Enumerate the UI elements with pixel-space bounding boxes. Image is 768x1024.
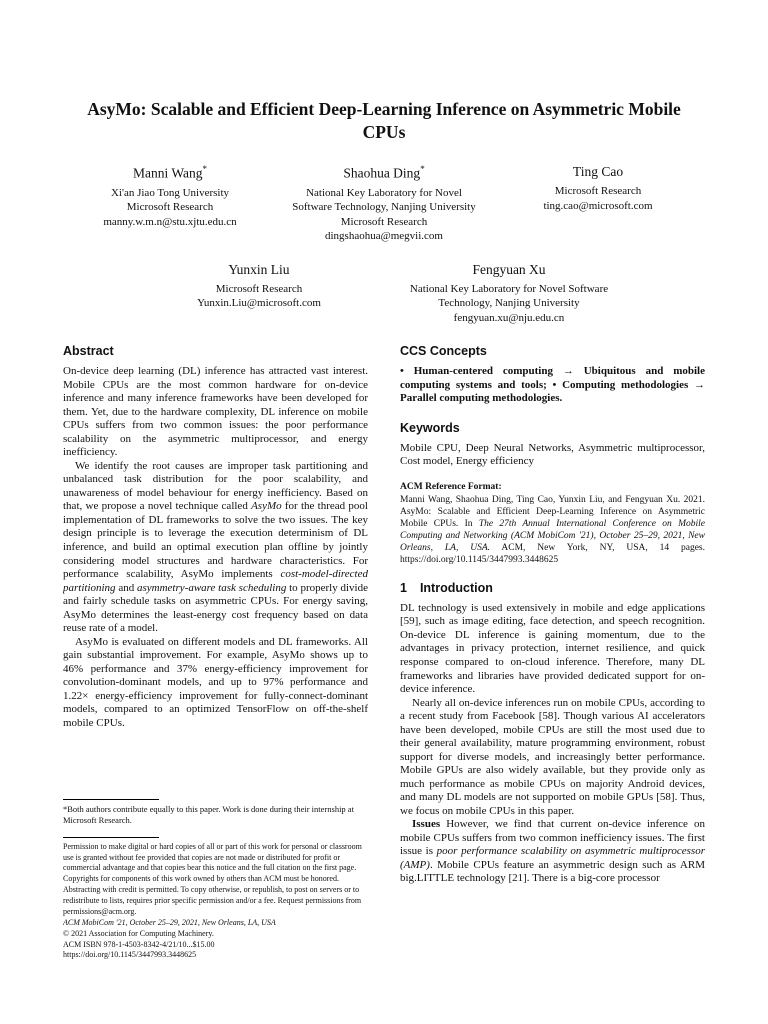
- author-email[interactable]: dingshaohua@megvii.com: [325, 230, 443, 243]
- author-name-text: Shaohua Ding: [343, 165, 421, 181]
- copyright-permission-block: [63, 842, 368, 962]
- abstract-p2-text: for the thread pool implementation of DL frameworks to solve the two issues. The key design principle is to leverage the execution determinism of DL inference, and build an optimal execution plan offline by jointly considering model structures and hardware characteristics. For performance scalability, AsyMo implements: [63, 500, 368, 581]
- author-name: [499, 164, 697, 180]
- intro-paragraph-3: [400, 818, 705, 886]
- author-affiliation: Xi'an Jiao Tong University: [110, 186, 230, 199]
- author-affiliation: Microsoft Research: [340, 215, 428, 228]
- author-block: [134, 262, 384, 326]
- authors-row-1: [63, 164, 705, 244]
- author-affiliation: National Key Laboratory for Novel Software Technology, Nanjing University: [292, 186, 476, 214]
- authors-row-2: [63, 262, 705, 326]
- author-name-text: Yunxin Liu: [228, 261, 290, 277]
- issues-runin-heading: Issues: [412, 818, 441, 831]
- section-heading-abstract: Abstract: [63, 344, 114, 359]
- section-heading-introduction: [400, 581, 705, 595]
- abstract-paragraph-3: AsyMo is evaluated on different models and DL frameworks. All gain substantial improvement. For example, AsyMo shows up to 46% performance and 37% energy-efficiency improvement for convolution-dominant models, and up to 97% performance and 1.22× energy-efficiency improvement for fully-connect-dominant models, compared to an optimized TensorFlow on off-the-shelf mobile CPUs.: [63, 635, 368, 729]
- intro-p3-italic: poor performance scalability on asymmetric multiprocessor (AMP): [400, 845, 705, 871]
- author-name: [285, 164, 483, 182]
- author-name-text: Manni Wang: [132, 165, 203, 181]
- paper-title: AsyMo: Scalable and Efficient Deep-Learning Inference on Asymmetric Mobile CPUs: [87, 99, 681, 143]
- abstract-p2-italic: asymmetry-aware task scheduling: [137, 581, 287, 594]
- permission-separator-rule: [63, 837, 159, 838]
- author-name: [392, 262, 626, 278]
- right-column: [400, 343, 705, 961]
- abstract-p2-text: to properly divide and fairly schedule tasks on asymmetric CPUs. For energy saving, AsyMo determines the least-energy cost frequency based on data reuse rate of a model.: [63, 581, 368, 635]
- author-name: [142, 262, 376, 278]
- left-column: [63, 343, 368, 961]
- isbn-line: ACM ISBN 978-1-4503-8342-4/21/10...$15.00: [63, 939, 215, 949]
- author-email[interactable]: ting.cao@microsoft.com: [543, 199, 653, 212]
- author-block: [491, 164, 705, 244]
- author-footnote-mark: *: [202, 164, 208, 175]
- reference-text: ACM, New York, NY, USA, 14 pages. https://doi.org/10.1145/3447993.3448625: [400, 542, 705, 565]
- author-affiliation: Microsoft Research: [215, 282, 303, 295]
- section-heading-keywords: Keywords: [400, 420, 460, 435]
- author-name-text: Ting Cao: [572, 164, 624, 180]
- author-affiliation: Microsoft Research: [126, 201, 214, 214]
- copyright-notice: © 2021 Association for Computing Machinery.: [63, 928, 214, 938]
- abstract-paragraph-1: On-device deep learning (DL) inference has attracted vast interest. Mobile CPUs are the most common hardware for on-device inference and many inference frameworks have been developed for them. Yet, due to the hardware complexity, DL inference on mobile CPUs suffers from two common issues: the poor performance scalability on the asymmetric multiprocessor, and energy inefficiency.: [63, 365, 368, 459]
- author-email[interactable]: Yunxin.Liu@microsoft.com: [197, 297, 321, 310]
- author-name-text: Fengyuan Xu: [472, 261, 546, 277]
- abstract-p2-italic: AsyMo: [251, 500, 282, 513]
- keywords-text: Mobile CPU, Deep Neural Networks, Asymmetric multiprocessor, Cost model, Energy efficiency: [400, 441, 705, 468]
- acm-reference-label: ACM Reference Format:: [400, 481, 502, 492]
- abstract-p2-italic: cost-model-directed partitioning: [63, 568, 368, 594]
- equal-contribution-footnote: *Both authors contribute equally to this paper. Work is done during their internship at Microsoft Research.: [63, 803, 354, 826]
- section-heading-ccs: CCS Concepts: [400, 344, 487, 359]
- doi-link[interactable]: [63, 950, 368, 961]
- footnote-separator-rule: [63, 799, 159, 800]
- intro-paragraph-2: Nearly all on-device inferences run on mobile CPUs, according to a recent study from Facebook [58]. Though various AI accelerators have been developed, mobile CPUs are still the most used due to their general availability, mature programming environment, robust support for diverse models, and increasingly better performance. Mobile GPUs are also widely available, but they provide only as much performance as mobile CPUs on majority Android devices, and many DL models are not supported on mobile GPUs [58]. Thus, we focus on mobile CPUs in this paper.: [400, 696, 705, 817]
- permission-text: Permission to make digital or hard copies of all or part of this work for personal or classroom use is granted without fee provided that copies are not made or distributed for profit or commercial advantage and that copies bear this notice and the full citation on the first page. Copyrights for components of this work owned by others than ACM must be honored. Abstracting with credit is permitted. To copy otherwise, or republish, to post on servers or to redistribute to lists, requires prior specific permission and/or a fee. Request permissions from permissions@acm.org.: [63, 841, 362, 916]
- intro-p3-text: However, we find that current on-device inference on mobile CPUs suffers from two common inefficiency issues. The first issue is: [400, 818, 705, 858]
- doi-link-text[interactable]: https://doi.org/10.1145/3447993.3448625: [63, 950, 197, 960]
- acm-reference-text: [400, 494, 705, 566]
- author-block: [63, 164, 277, 244]
- author-footnote-mark: *: [420, 164, 425, 175]
- abstract-p2-text: We identify the root causes are improper task partitioning and unbalanced task distribution for the poor scalability, and unawareness of model behaviour for energy inefficiency. Based on that, we propose a novel technique called: [63, 459, 368, 513]
- author-name: [71, 164, 269, 182]
- abstract-paragraph-2: [63, 460, 368, 636]
- intro-p3-text: . Mobile CPUs feature an asymmetric design such as ARM big.LITTLE technology [21]. There is a big-core processor: [400, 858, 705, 885]
- two-column-body: [63, 343, 705, 961]
- author-email[interactable]: fengyuan.xu@nju.edu.cn: [453, 311, 565, 324]
- section-title: Introduction: [419, 580, 493, 595]
- author-block: [277, 164, 491, 244]
- abstract-p2-text: and: [115, 581, 137, 594]
- first-page-footnotes: [63, 799, 368, 962]
- author-email[interactable]: manny.w.m.n@stu.xjtu.edu.cn: [103, 215, 237, 228]
- reference-text: Manni Wang, Shaohua Ding, Ting Cao, Yunxin Liu, and Fengyuan Xu. 2021. AsyMo: Scalable and Efficient Deep-Learning Inference on Asymmetric Mobile CPUs. In: [400, 494, 705, 529]
- author-affiliation: Microsoft Research: [554, 185, 642, 198]
- author-affiliation: National Key Laboratory for Novel Software Technology, Nanjing University: [409, 282, 609, 310]
- author-block: [384, 262, 634, 326]
- reference-venue-italic: The 27th Annual International Conference on Mobile Computing and Networking (ACM MobiCom '21), October 25–29, 2021, New Orleans, LA, USA.: [400, 518, 705, 553]
- conference-info: ACM MobiCom '21, October 25–29, 2021, New Orleans, LA, USA: [63, 917, 276, 927]
- intro-paragraph-1: DL technology is used extensively in mobile and edge applications [59], such as image editing, face detection, and speech recognition. On-device DL inference is gaining momentum, due to the advantages in privacy protection, internet resilience, and quick response compared to on-cloud inference. Therefore, many DL frameworks and libraries have provided dedicated support for on-device inference.: [400, 601, 705, 696]
- ccs-concepts-text: • Human-centered computing → Ubiquitous and mobile computing systems and tools; • Computing methodologies → Parallel computing methodologies.: [400, 365, 705, 405]
- section-number: 1: [400, 580, 407, 595]
